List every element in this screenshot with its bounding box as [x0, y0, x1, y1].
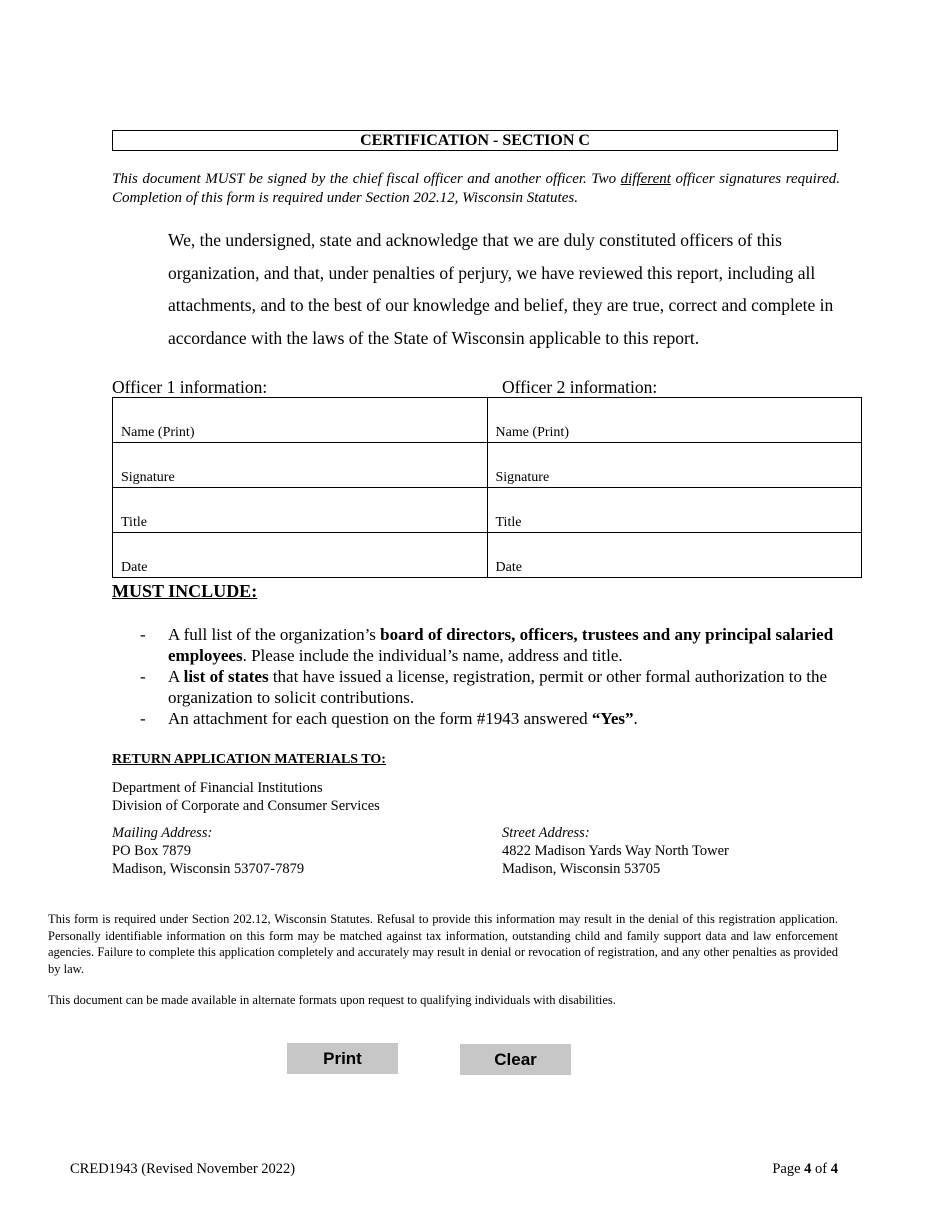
list-item-text: A [168, 667, 184, 686]
officer2-title-field[interactable]: Title [487, 488, 862, 533]
list-item-text: A full list of the organization’s [168, 625, 381, 644]
street-address-line2: Madison, Wisconsin 53705 [502, 861, 661, 877]
list-dash: - [140, 625, 146, 644]
form-identifier: CRED1943 (Revised November 2022) [70, 1161, 296, 1177]
list-item [140, 624, 840, 666]
list-dash: - [140, 667, 146, 686]
must-include-title: MUST INCLUDE: [112, 581, 258, 601]
division-name: Division of Corporate and Consumer Services [112, 798, 380, 814]
legal-notice: This form is required under Section 202.12, Wisconsin Statutes. Refusal to provide this information may result in the denial of this registration application. Personally identifiable information on this form may be matched against tax information, outstanding child and family support data and law enforcement agencies. Failure to complete this application completely and accurately may result in denial or revocation of registration, and any other penalties as provided by law. [48, 912, 838, 976]
list-item-bold: list of states [183, 667, 269, 686]
list-item-text: that have issued a license, registration, permit or other formal authorization to the organization to solicit contributions. [168, 667, 828, 707]
list-item-bold: board of directors, officers, trustees and any principal salaried employees [168, 625, 834, 665]
mailing-address-label: Mailing Address: [112, 825, 213, 841]
officer1-heading: Officer 1 information: [112, 377, 268, 397]
table-row [113, 533, 862, 578]
page-total: 4 [830, 1161, 838, 1177]
department-block [112, 779, 380, 815]
instructions-emphasis: different [620, 171, 671, 187]
page-current: 4 [804, 1161, 812, 1177]
list-item-text: An attachment for each question on the form #1943 answered [168, 709, 592, 728]
page-of-label: of [815, 1161, 828, 1177]
list-item [140, 666, 840, 708]
signature-instructions [112, 170, 840, 208]
perjury-declaration: We, the undersigned, state and acknowledge that we are duly constituted officers of this organization, and that, under penalties of perjury, we have reviewed this report, including all attachments, and to the best of our knowledge and belief, they are true, correct and complete in accordance with the laws of the State of Wisconsin applicable to this report. [168, 230, 834, 348]
officer1-signature-field[interactable]: Signature [113, 443, 488, 488]
list-dash: - [140, 709, 146, 728]
officer1-name-field[interactable]: Name (Print) [113, 398, 488, 443]
officer2-date-field[interactable]: Date [487, 533, 862, 578]
officer1-date-field[interactable]: Date [113, 533, 488, 578]
page-number [772, 1160, 838, 1178]
print-button[interactable]: Print [287, 1043, 398, 1074]
mailing-address-line2: Madison, Wisconsin 53707-7879 [112, 861, 305, 877]
table-row [113, 398, 862, 443]
page-label: Page [772, 1161, 801, 1177]
table-row [113, 443, 862, 488]
officer2-heading: Officer 2 information: [502, 377, 658, 397]
instructions-text: This document MUST be signed by the chief fiscal officer and another officer. Two [112, 171, 621, 187]
table-row [113, 488, 862, 533]
street-address-line1: 4822 Madison Yards Way North Tower [502, 843, 729, 859]
street-address [502, 824, 729, 878]
mailing-address-line1: PO Box 7879 [112, 843, 191, 859]
street-address-label: Street Address: [502, 825, 590, 841]
accessibility-notice: This document can be made available in alternate formats upon request to qualifying individuals with disabilities. [48, 993, 616, 1007]
list-item-text: . Please include the individual’s name, address and title. [242, 646, 623, 665]
section-title: CERTIFICATION - SECTION C [112, 130, 838, 151]
clear-button[interactable]: Clear [460, 1044, 571, 1075]
officer2-name-field[interactable]: Name (Print) [487, 398, 862, 443]
list-item-text: . [633, 709, 638, 728]
officer2-signature-field[interactable]: Signature [487, 443, 862, 488]
must-include-list [140, 624, 840, 729]
list-item [140, 708, 840, 729]
officer-signature-table [112, 397, 862, 578]
instructions-text-continued: officer signatures required. Completion of this form is required under Section 202.12, Wisconsin Statutes. [112, 171, 840, 206]
return-materials-title: RETURN APPLICATION MATERIALS TO: [112, 752, 386, 767]
officer1-title-field[interactable]: Title [113, 488, 488, 533]
list-item-bold: “Yes” [591, 709, 634, 728]
mailing-address [112, 824, 304, 878]
department-name: Department of Financial Institutions [112, 780, 323, 796]
